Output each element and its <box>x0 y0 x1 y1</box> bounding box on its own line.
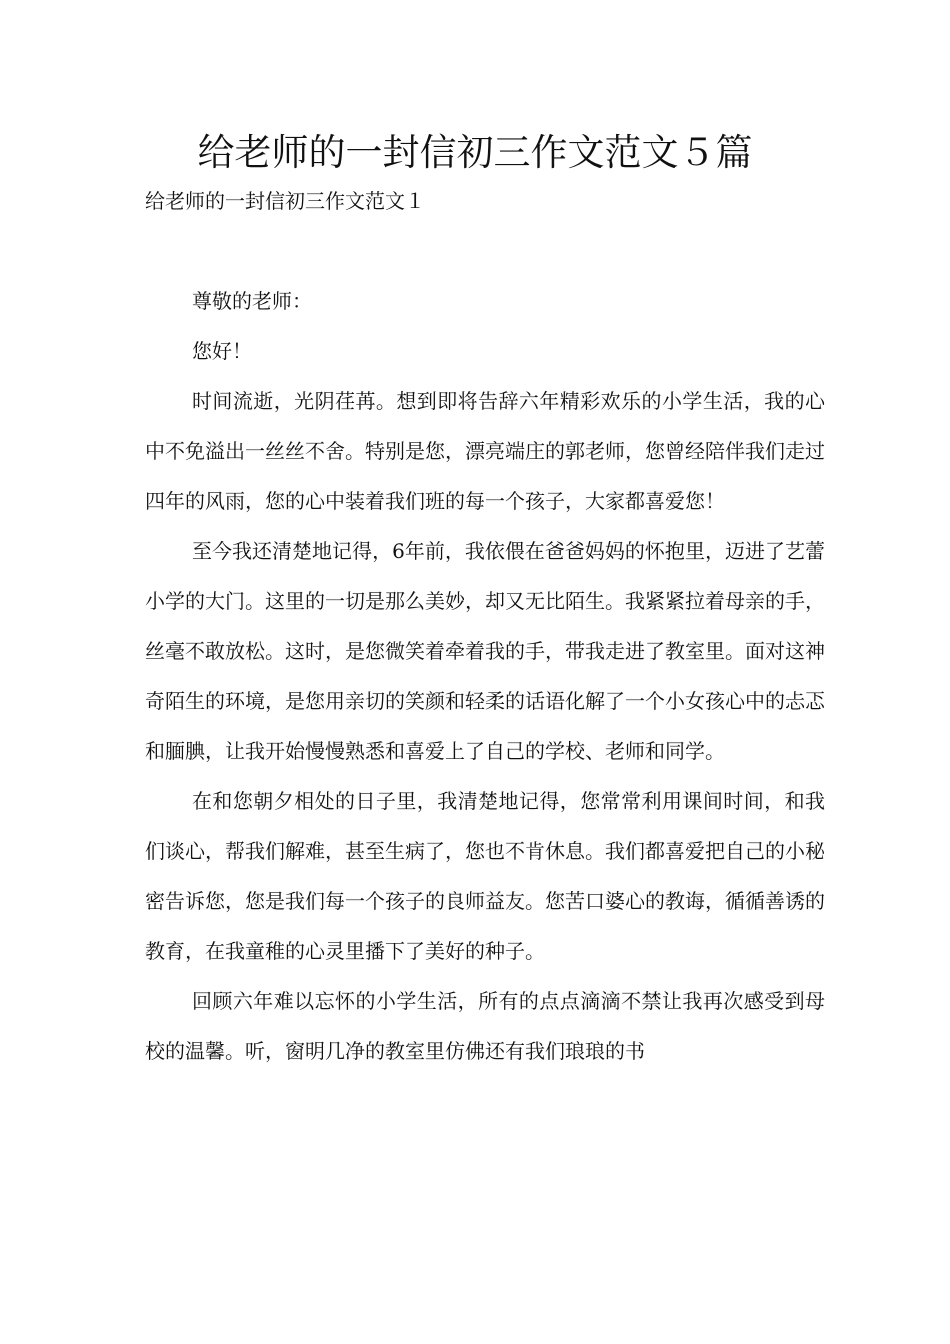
paragraph-1: 时间流逝，光阴荏苒。想到即将告辞六年精彩欢乐的小学生活，我的心中不免溢出一丝丝不舍。特别是您，漂亮端庄的郭老师，您曾经陪伴我们走过四年的风雨，您的心中装着我们班的每一个孩子，大家都喜爱您！ <box>145 389 825 513</box>
paragraph-3: 在和您朝夕相处的日子里，我清楚地记得，您常常利用课间时间，和我们谈心，帮我们解难，甚至生病了，您也不肯休息。我们都喜爱把自己的小秘密告诉您，您是我们每一个孩子的良师益友。您苦口婆心的教诲，循循善诱的教育，在我童稚的心灵里播下了美好的种子。 <box>145 789 825 963</box>
document-title: 给老师的一封信初三作文范文５篇 <box>197 131 753 174</box>
paragraph-4: 回顾六年难以忘怀的小学生活，所有的点点滴滴不禁让我再次感受到母校的温馨。听，窗明几净的教室里仿佛还有我们琅琅的书 <box>145 989 825 1063</box>
salutation: 尊敬的老师： <box>192 289 312 313</box>
letter-body <box>145 276 825 1076</box>
greeting: 您好！ <box>192 339 252 363</box>
paragraph-2: 至今我还清楚地记得，6年前，我依偎在爸爸妈妈的怀抱里，迈进了艺蕾小学的大门。这里的一切是那么美妙，却又无比陌生。我紧紧拉着母亲的手，丝毫不敢放松。这时，是您微笑着牵着我的手，带我走进了教室里。面对这神奇陌生的环境，是您用亲切的笑颜和轻柔的话语化解了一个小女孩心中的忐忑和腼腆，让我开始慢慢熟悉和喜爱上了自己的学校、老师和同学。 <box>145 539 825 763</box>
document-subtitle: 给老师的一封信初三作文范文１ <box>145 189 425 213</box>
